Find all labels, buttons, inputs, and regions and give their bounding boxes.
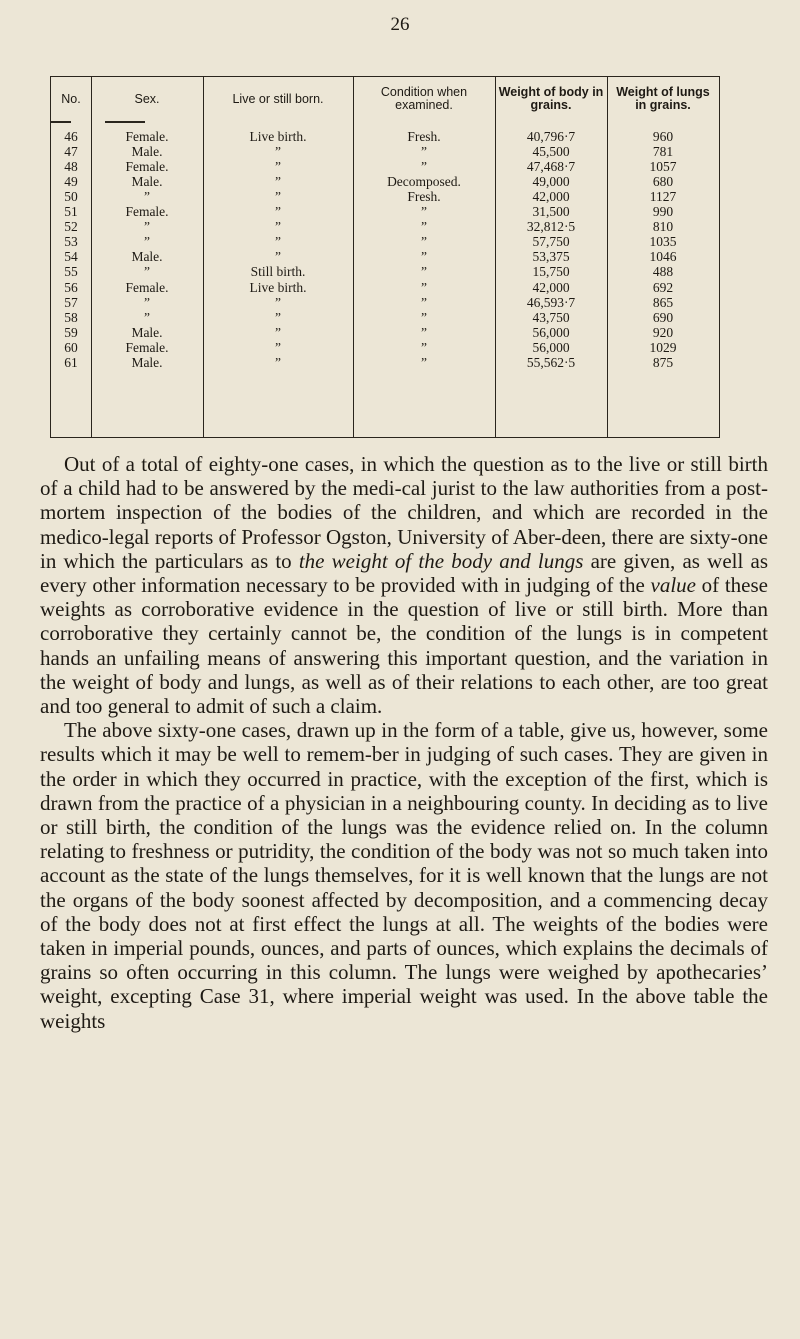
paragraph-1: Out of a total of eighty-one cases, in which the question as to the live or still birth of a child had to be answered by the medi-cal jurist to the law authorities from a post-mortem inspection of the bodies of the children, and which are recorded in the medico-legal reports of Professor Ogston, University of Aber-deen, there are sixty-one in which the particulars as to the weight of the body and lungs are given, as well as every other information necessary to be provided with in judging of the value of these weights as corroborative evidence in the question of live or still birth. More than corroborative they certainly cannot be, the condition of the lungs is in competent hands an unfailing means of answering this important question, and the variation in the weight of body and lungs, as well as of their relations to each other, are too great and too general to admit of such a claim. [40, 452, 768, 719]
cell-condition: ” [421, 294, 427, 310]
cell-condition: ” [421, 144, 427, 160]
cell-live-or-still-born: ” [275, 309, 281, 325]
body-text [40, 452, 768, 1033]
cell-body-weight: 43,750 [532, 309, 570, 325]
cell-lung-weight: 865 [652, 294, 674, 310]
cell-body-weight: 31,500 [532, 204, 570, 220]
table-row [51, 189, 719, 204]
cell-sex: ” [144, 294, 150, 310]
cell-sex: ” [144, 219, 150, 235]
table-row [51, 159, 719, 174]
table-row [51, 249, 719, 264]
cell-body-weight: 49,000 [532, 174, 570, 190]
cell-no: 54 [64, 249, 78, 265]
cell-body-weight: 45,500 [532, 144, 570, 160]
cell-condition: Decomposed. [387, 174, 461, 190]
cell-condition: ” [421, 219, 427, 235]
cell-sex: Male. [131, 354, 163, 370]
cell-sex: Female. [125, 204, 169, 220]
cell-no: 47 [64, 144, 78, 160]
cell-lung-weight: 1046 [649, 249, 677, 265]
cell-body-weight: 47,468·7 [526, 159, 576, 175]
cell-body-weight: 40,796·7 [526, 129, 576, 144]
cell-live-or-still-born: ” [275, 249, 281, 265]
cell-live-or-still-born: ” [275, 234, 281, 250]
cell-condition: ” [421, 249, 427, 265]
cell-live-or-still-born: ” [275, 144, 281, 160]
table-row [51, 204, 719, 219]
header-lung-weight: Weight of lungs in grains. [616, 85, 710, 112]
table-row [51, 280, 719, 295]
cell-sex: Female. [125, 279, 169, 295]
header-no: No. [61, 91, 81, 106]
cell-no: 46 [64, 129, 78, 144]
cell-lung-weight: 690 [652, 309, 674, 325]
cell-body-weight: 15,750 [532, 264, 570, 280]
cell-lung-weight: 875 [652, 354, 674, 370]
cell-no: 48 [64, 159, 78, 175]
header-condition: Condition when examined. [380, 85, 468, 112]
table-row [51, 144, 719, 159]
cell-condition: ” [421, 339, 427, 355]
table-row [51, 234, 719, 249]
cell-body-weight: 42,000 [532, 279, 570, 295]
cell-condition: ” [421, 234, 427, 250]
cell-lung-weight: 920 [652, 324, 674, 340]
cell-no: 52 [64, 219, 78, 235]
cell-live-or-still-born: ” [275, 294, 281, 310]
cell-body-weight: 53,375 [532, 249, 570, 265]
cell-lung-weight: 1035 [649, 234, 677, 250]
table-header [51, 77, 719, 121]
cell-condition: ” [421, 354, 427, 370]
cell-condition: ” [421, 279, 427, 295]
cell-live-or-still-born: Still birth. [250, 264, 306, 280]
table-row [51, 310, 719, 325]
cell-lung-weight: 1057 [649, 159, 677, 175]
cell-live-or-still-born: ” [275, 204, 281, 220]
cell-body-weight: 56,000 [532, 339, 570, 355]
table-row [51, 219, 719, 234]
header-body-weight: Weight of body in grains. [498, 85, 604, 112]
cell-no: 57 [64, 294, 78, 310]
cell-condition: Fresh. [407, 189, 441, 205]
cell-lung-weight: 810 [652, 219, 674, 235]
cell-sex: Female. [125, 339, 169, 355]
cell-body-weight: 57,750 [532, 234, 570, 250]
table-row [51, 129, 719, 144]
cell-sex: Male. [131, 144, 163, 160]
cell-lung-weight: 680 [652, 174, 674, 190]
cell-condition: ” [421, 324, 427, 340]
cell-sex: Female. [125, 129, 169, 144]
cell-body-weight: 42,000 [532, 189, 570, 205]
cell-sex: ” [144, 309, 150, 325]
table-row [51, 295, 719, 310]
emphasis-weight: the weight of the body and lungs [298, 548, 584, 573]
cell-sex: Male. [131, 174, 163, 190]
cell-live-or-still-born: ” [275, 339, 281, 355]
cell-no: 60 [64, 339, 78, 355]
cell-lung-weight: 990 [652, 204, 674, 220]
cell-live-or-still-born: ” [275, 324, 281, 340]
cell-live-or-still-born: Live birth. [249, 279, 307, 295]
cell-sex: Female. [125, 159, 169, 175]
cell-no: 50 [64, 189, 78, 205]
cell-no: 58 [64, 309, 78, 325]
cell-no: 55 [64, 264, 78, 280]
cell-no: 51 [64, 204, 78, 220]
cell-lung-weight: 1029 [649, 339, 677, 355]
table-row [51, 174, 719, 189]
cell-sex: ” [144, 264, 150, 280]
page-number: 26 [390, 14, 410, 35]
cell-condition: ” [421, 159, 427, 175]
cell-no: 56 [64, 279, 78, 295]
cell-no: 49 [64, 174, 78, 190]
cell-no: 61 [64, 354, 78, 370]
cell-body-weight: 32,812·5 [526, 219, 576, 235]
cell-live-or-still-born: Live birth. [249, 129, 307, 144]
cell-sex: ” [144, 189, 150, 205]
table-row [51, 340, 719, 355]
cell-no: 59 [64, 324, 78, 340]
cell-live-or-still-born: ” [275, 219, 281, 235]
cell-live-or-still-born: ” [275, 189, 281, 205]
cell-sex: Male. [131, 324, 163, 340]
cell-body-weight: 46,593·7 [526, 294, 576, 310]
header-live-or-still-born: Live or still born. [232, 91, 324, 106]
cell-live-or-still-born: ” [275, 174, 281, 190]
cell-lung-weight: 692 [652, 279, 674, 295]
cell-live-or-still-born: ” [275, 354, 281, 370]
cell-sex: Male. [131, 249, 163, 265]
cell-body-weight: 56,000 [532, 324, 570, 340]
cell-lung-weight: 960 [652, 129, 674, 144]
cell-lung-weight: 1127 [649, 189, 677, 205]
cell-body-weight: 55,562·5 [526, 354, 576, 370]
paragraph-2: The above sixty-one cases, drawn up in the form of a table, give us, however, some results which it may be well to remem-ber in judging of such cases. They are given in the order in which they occurred in practice, with the exception of the first, which is drawn from the practice of a physician in a neighbouring county. In deciding as to live or still birth, the condition of the lungs was the evidence relied on. In the column relating to freshness or putridity, the condition of the body was not so much taken into account as the state of the lungs themselves, for it is well known that the lungs are not the organs of the body soonest affected by decomposition, and a commencing decay of the body does not at first effect the lungs at all. The weights of the bodies were taken in imperial pounds, ounces, and parts of ounces, which explains the decimals of grains so often occurring in this column. The lungs were weighed by apothecaries’ weight, excepting Case 31, where imperial weight was used. In the above table the weights [40, 718, 768, 1033]
cell-lung-weight: 488 [652, 264, 674, 280]
cell-lung-weight: 781 [652, 144, 674, 160]
cell-condition: ” [421, 309, 427, 325]
data-table [50, 76, 720, 438]
cell-condition: Fresh. [407, 129, 441, 144]
header-rule [51, 121, 71, 123]
cell-condition: ” [421, 204, 427, 220]
cell-no: 53 [64, 234, 78, 250]
cell-live-or-still-born: ” [275, 159, 281, 175]
table-row [51, 355, 719, 370]
header-sex: Sex. [134, 91, 160, 106]
emphasis-value: value [650, 573, 696, 598]
table-row [51, 264, 719, 279]
table-row [51, 325, 719, 340]
cell-sex: ” [144, 234, 150, 250]
header-rule [105, 121, 145, 123]
cell-condition: ” [421, 264, 427, 280]
